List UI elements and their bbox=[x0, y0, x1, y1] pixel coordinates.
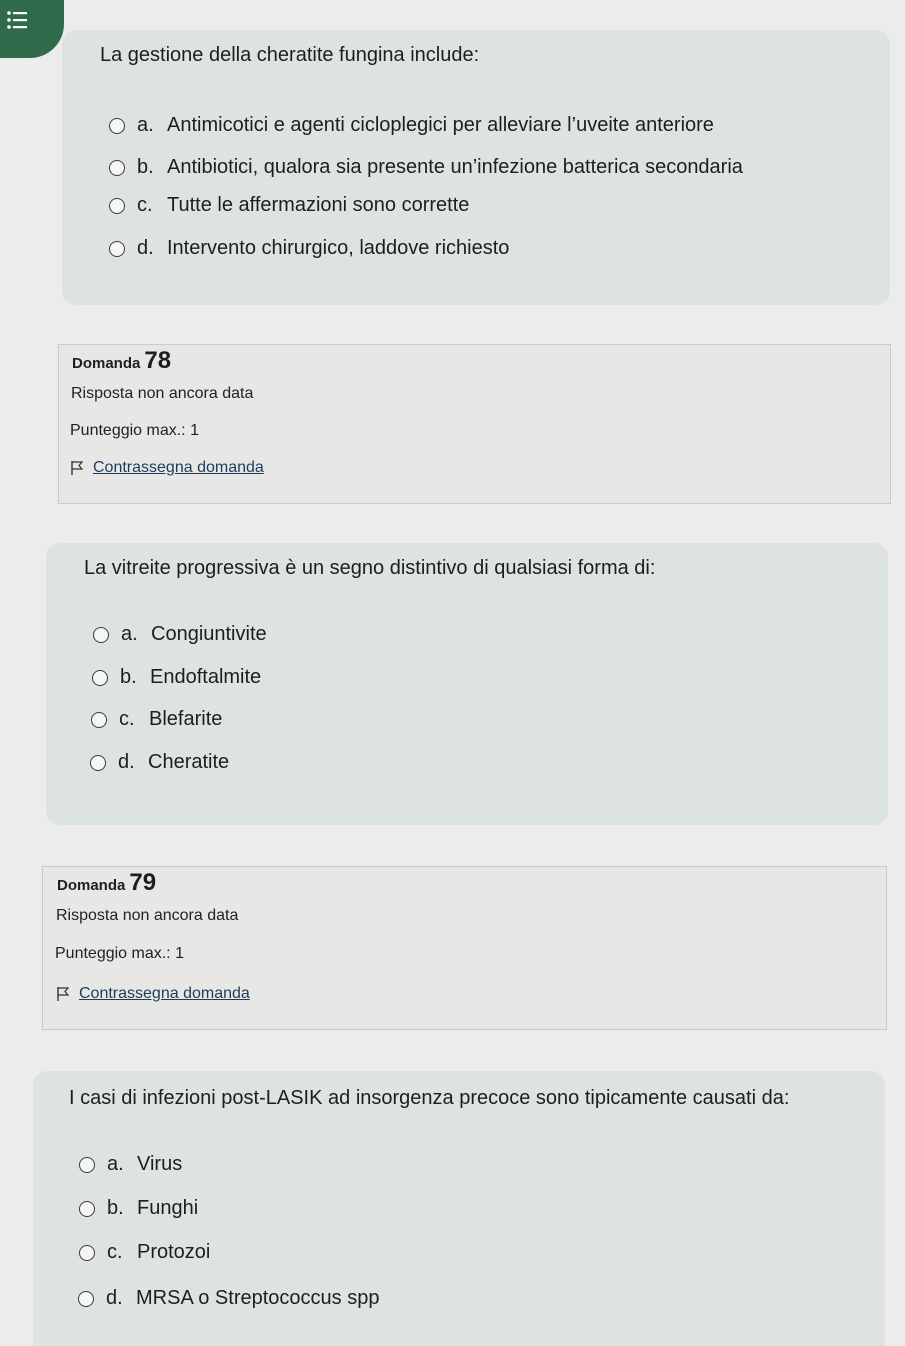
radio-button[interactable] bbox=[92, 670, 108, 686]
question-state: Risposta non ancora data bbox=[71, 385, 254, 402]
answer-option[interactable] bbox=[79, 1153, 182, 1176]
answer-letter: b. bbox=[137, 156, 154, 178]
answer-label: Funghi bbox=[137, 1197, 199, 1219]
answer-option[interactable] bbox=[109, 194, 469, 217]
answer-option[interactable] bbox=[109, 156, 743, 179]
menu-icon bbox=[6, 8, 30, 32]
question-number bbox=[57, 869, 156, 897]
answer-label: Antibiotici, qualora sia presente un’infezione batterica secondaria bbox=[167, 156, 743, 178]
answer-letter: c. bbox=[119, 708, 135, 730]
radio-button[interactable] bbox=[90, 755, 106, 771]
answer-option[interactable] bbox=[109, 237, 509, 260]
radio-button[interactable] bbox=[93, 627, 109, 643]
answer-option[interactable] bbox=[78, 1287, 379, 1310]
answer-label: Blefarite bbox=[149, 708, 223, 730]
answer-label: Intervento chirurgico, laddove richiesto bbox=[167, 237, 510, 259]
radio-button[interactable] bbox=[79, 1245, 95, 1261]
answer-letter: d. bbox=[137, 237, 154, 259]
answer-label: Antimicotici e agenti cicloplegici per alleviare l’uveite anteriore bbox=[167, 114, 714, 136]
question-grade: Punteggio max.: 1 bbox=[70, 422, 199, 439]
answer-letter: d. bbox=[118, 751, 135, 773]
answer-label: Virus bbox=[137, 1153, 183, 1175]
radio-button[interactable] bbox=[91, 712, 107, 728]
question-text-block bbox=[46, 543, 888, 825]
radio-button[interactable] bbox=[79, 1157, 95, 1173]
answer-letter: d. bbox=[106, 1287, 123, 1309]
answer-option[interactable] bbox=[79, 1241, 210, 1264]
question-prompt: La vitreite progressiva è un segno distintivo di qualsiasi forma di: bbox=[84, 557, 656, 579]
answer-option[interactable] bbox=[79, 1197, 198, 1220]
question-number-value: 79 bbox=[129, 869, 157, 896]
flag-question-label[interactable]: Contrassegna domanda bbox=[79, 985, 250, 1002]
radio-button[interactable] bbox=[78, 1291, 94, 1307]
question-number-value: 78 bbox=[144, 347, 172, 374]
question-prompt: La gestione della cheratite fungina include: bbox=[100, 44, 480, 66]
answer-label: Tutte le affermazioni sono corrette bbox=[167, 194, 470, 216]
answer-letter: a. bbox=[121, 623, 138, 645]
question-number bbox=[72, 347, 171, 375]
question-number-label: Domanda bbox=[72, 355, 141, 372]
flag-question-link[interactable] bbox=[55, 985, 250, 1003]
question-text-block bbox=[62, 30, 890, 305]
answer-label: Protozoi bbox=[137, 1241, 211, 1263]
answer-option[interactable] bbox=[109, 114, 714, 137]
radio-button[interactable] bbox=[109, 241, 125, 257]
flag-icon bbox=[69, 460, 85, 476]
answer-label: Endoftalmite bbox=[150, 666, 262, 688]
answer-letter: b. bbox=[107, 1197, 124, 1219]
answer-option[interactable] bbox=[92, 666, 261, 689]
answer-option[interactable] bbox=[90, 751, 229, 774]
question-info-panel bbox=[42, 866, 887, 1030]
question-prompt: I casi di infezioni post-LASIK ad insorgenza precoce sono tipicamente causati da: bbox=[69, 1087, 790, 1109]
answer-option[interactable] bbox=[93, 623, 267, 646]
radio-button[interactable] bbox=[109, 198, 125, 214]
question-grade: Punteggio max.: 1 bbox=[55, 945, 184, 962]
answer-letter: a. bbox=[137, 114, 154, 136]
radio-button[interactable] bbox=[109, 118, 125, 134]
answer-letter: c. bbox=[137, 194, 153, 216]
answer-letter: b. bbox=[120, 666, 137, 688]
answer-label: Congiuntivite bbox=[151, 623, 267, 645]
answer-label: MRSA o Streptococcus spp bbox=[136, 1287, 380, 1309]
drawer-toggle-button[interactable] bbox=[0, 0, 64, 58]
answer-label: Cheratite bbox=[148, 751, 230, 773]
answer-option[interactable] bbox=[91, 708, 222, 731]
flag-question-link[interactable] bbox=[69, 459, 264, 477]
question-text-block bbox=[33, 1071, 885, 1346]
question-number-label: Domanda bbox=[57, 877, 126, 894]
answer-letter: c. bbox=[107, 1241, 123, 1263]
answer-letter: a. bbox=[107, 1153, 124, 1175]
question-state: Risposta non ancora data bbox=[56, 907, 239, 924]
radio-button[interactable] bbox=[109, 160, 125, 176]
question-info-panel bbox=[58, 344, 891, 504]
radio-button[interactable] bbox=[79, 1201, 95, 1217]
flag-question-label[interactable]: Contrassegna domanda bbox=[93, 459, 264, 476]
flag-icon bbox=[55, 986, 71, 1002]
